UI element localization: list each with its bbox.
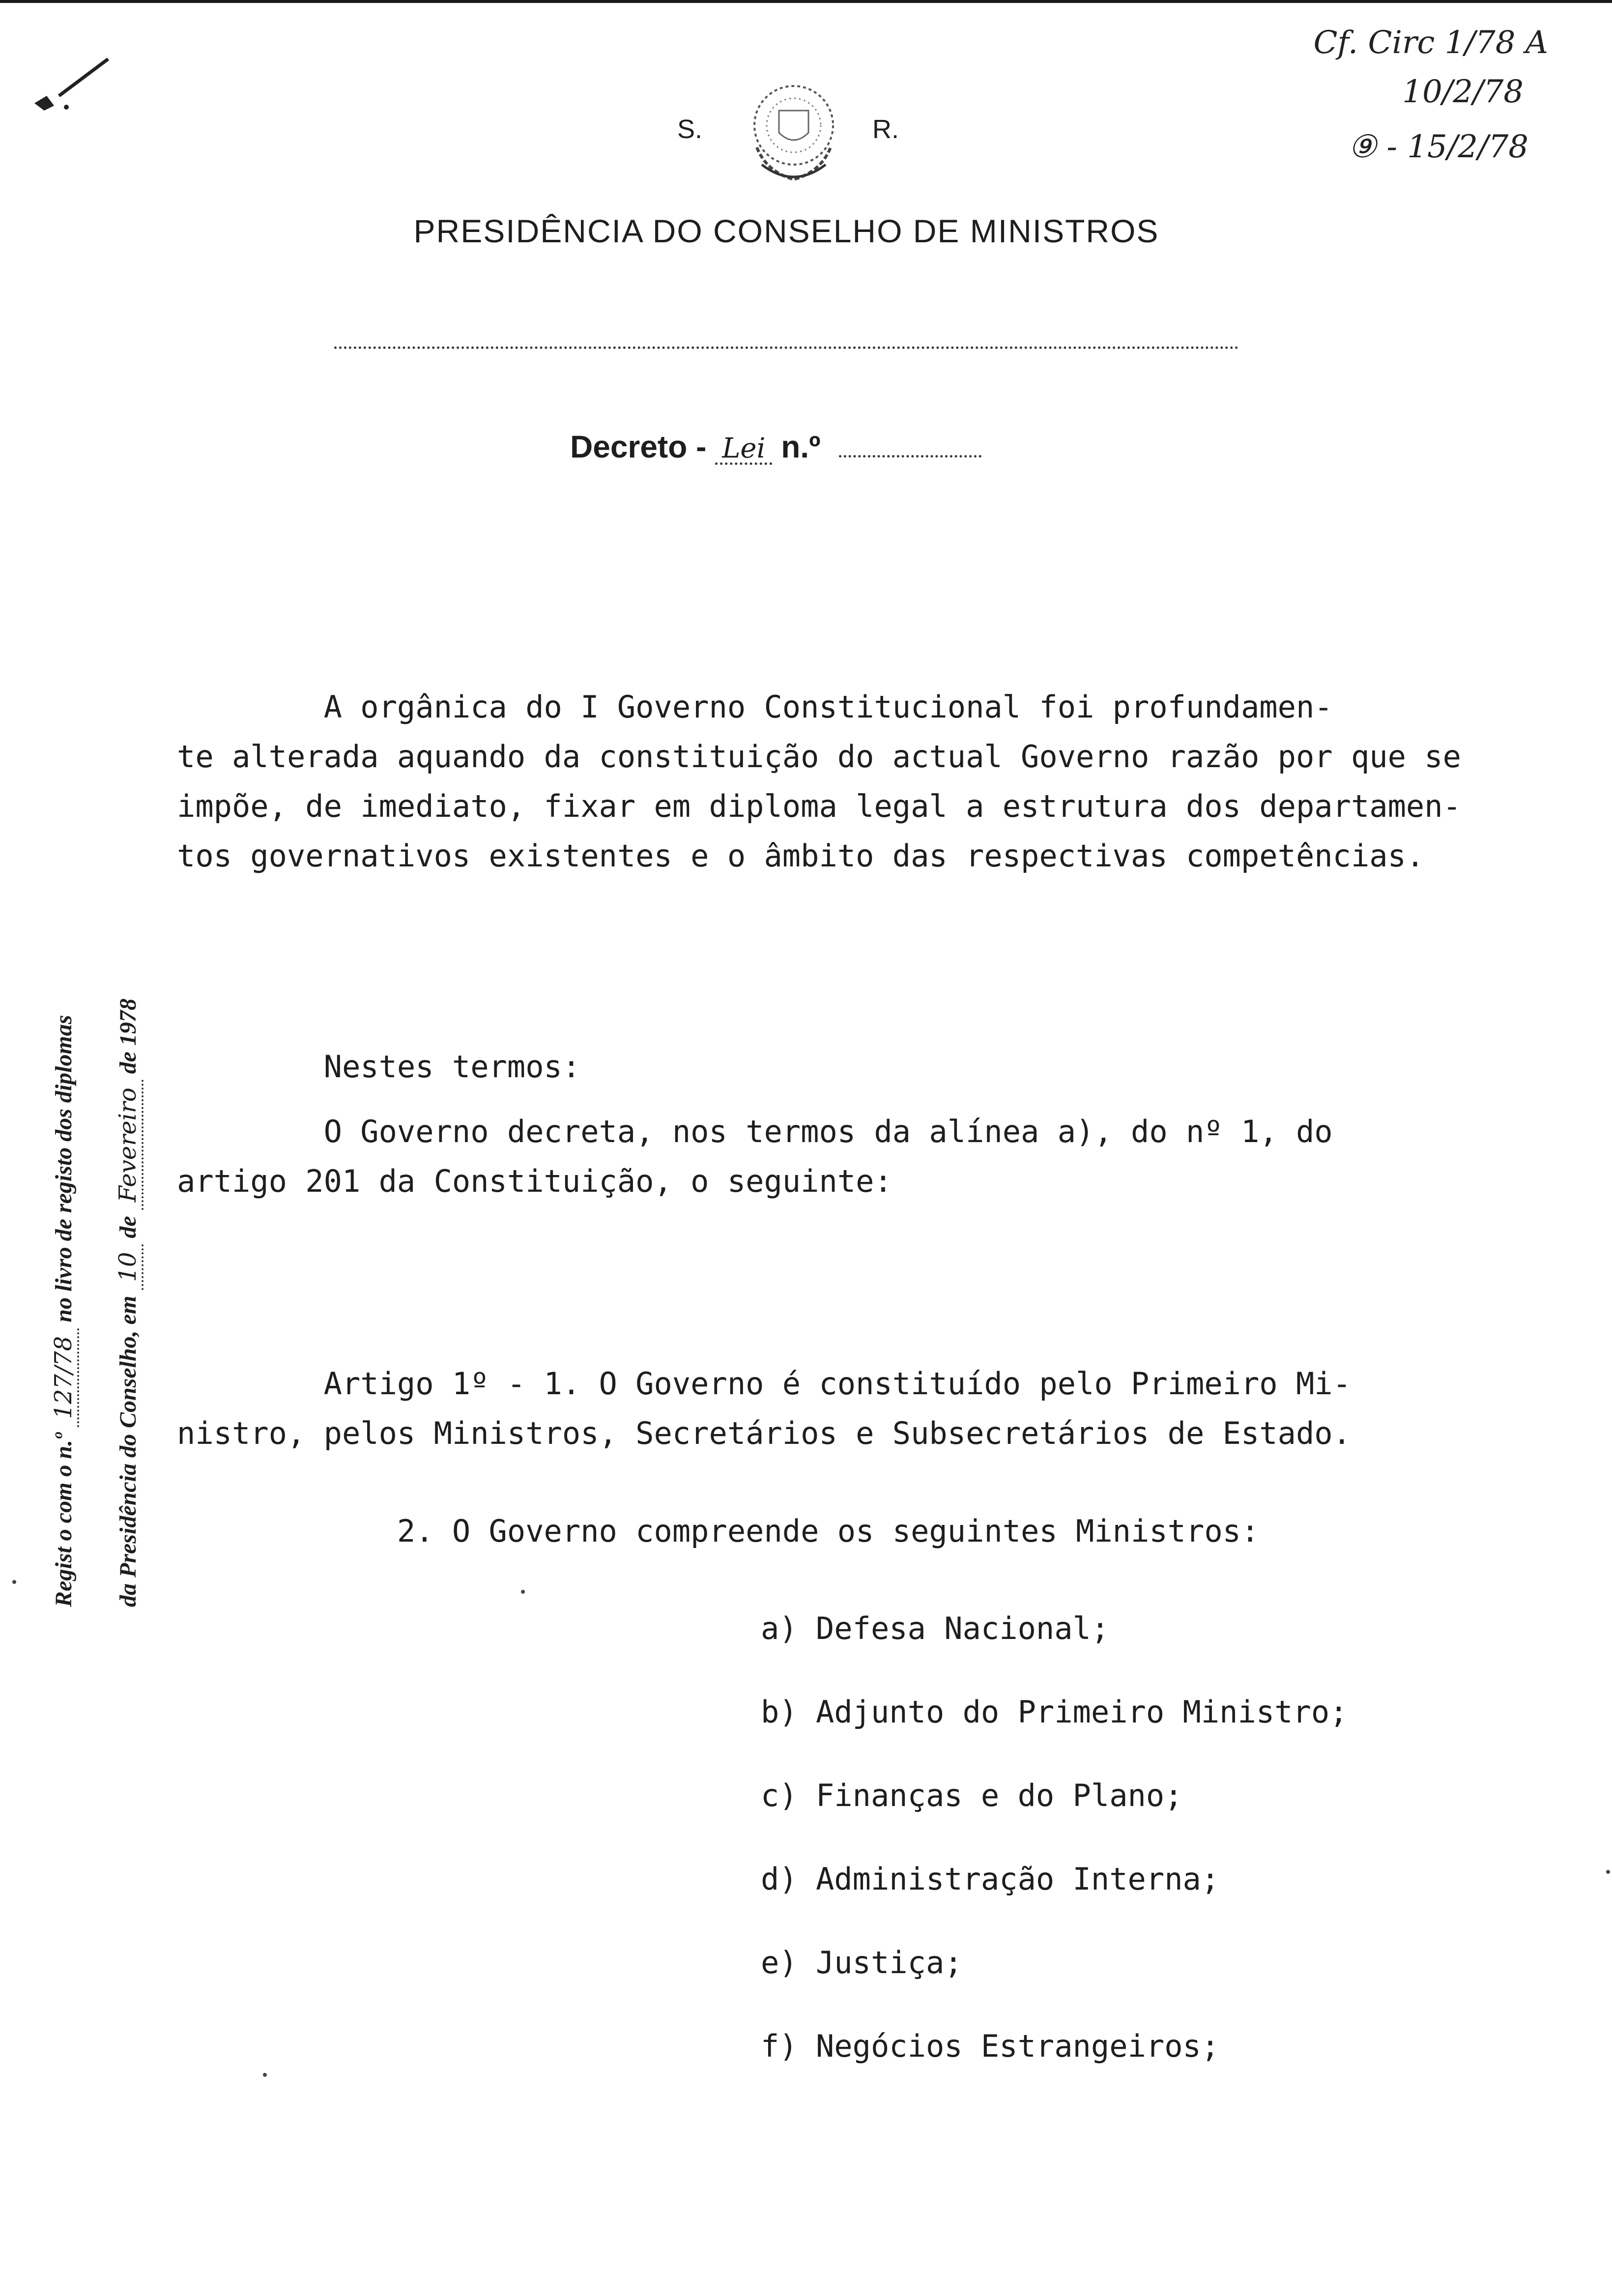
header-left-letter: S. [677,115,703,144]
coat-of-arms-seal [737,74,850,192]
registration-line-2 [96,688,160,1607]
handwritten-note-date: 10/2/78 [1402,74,1524,110]
registration-stamp [39,688,152,1607]
list-item: c) Finanças e do Plano; [761,1778,1183,1813]
decree-heading [570,429,981,465]
registration-date-prefix: da Presidência do Conselho, em [115,1295,141,1607]
registration-prefix: Regist [51,1547,77,1607]
nestes-termos-line: Nestes termos: [177,1049,581,1085]
ink-mark [20,49,118,123]
registration-day: 10 [114,1244,144,1290]
registration-number: 127/78 [50,1328,79,1427]
dotted-separator [334,346,1238,349]
registration-month: Fevereiro [114,1080,144,1210]
list-item: d) Administração Interna; [761,1861,1220,1897]
decree-label-suffix: n.º [781,429,821,464]
registration-middle: o com o n.º [51,1433,77,1541]
list-item: b) Adjunto do Primeiro Ministro; [761,1694,1348,1730]
registration-suffix: no livro de registo dos diplomas [51,1015,77,1322]
decree-label-prefix: Decreto - [570,429,707,464]
artigo-1-item-2: 2. O Governo compreende os seguintes Ministros: [177,1513,1260,1549]
list-item: e) Justiça; [761,1945,963,1980]
handwritten-note-circular: Cf. Circ 1/78 A [1313,25,1548,61]
handwritten-note-reference: ⑨ - 15/2/78 [1348,129,1528,165]
decree-type-field: Lei [715,435,772,465]
decree-number-blank [839,455,981,458]
registration-line-1 [51,1015,77,1607]
registration-year: de 1978 [115,998,141,1074]
intro-paragraph: A orgânica do I Governo Constitucional foi profundamen- te alterada aquando da constituição do actual Governo razão por que se impõe, de imediato, fixar em diploma legal a estrutura dos departamen- tos governativos existentes e o âmbito das respectivas competências. [177,689,1461,874]
artigo-1-paragraph: Artigo 1º - 1. O Governo é constituído pelo Primeiro Mi- nistro, pelos Ministros, Secretários e Subsecretários de Estado. [177,1366,1351,1451]
registration-de: de [115,1216,141,1238]
decreta-paragraph: O Governo decreta, nos termos da alínea a), do nº 1, do artigo 201 da Constituição, o seguinte: [177,1114,1333,1199]
top-border [0,0,1612,3]
list-item: a) Defesa Nacional; [761,1610,1110,1646]
institution-title: PRESIDÊNCIA DO CONSELHO DE MINISTROS [413,213,1159,249]
header-right-letter: R. [872,115,899,144]
list-item: f) Negócios Estrangeiros; [761,2028,1220,2064]
